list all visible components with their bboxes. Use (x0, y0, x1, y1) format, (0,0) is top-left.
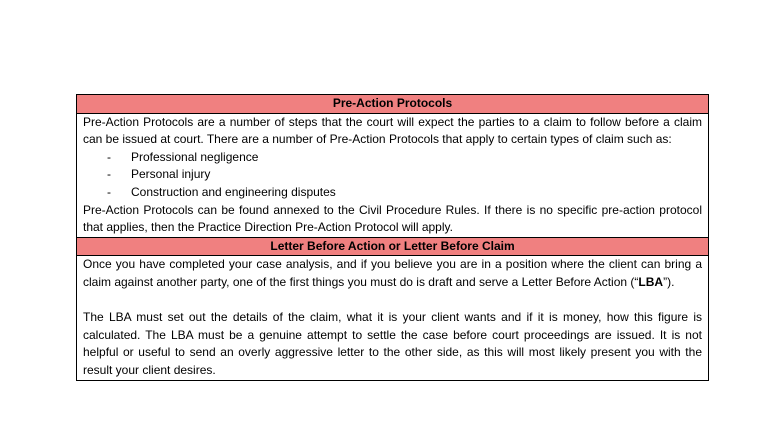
list-item-text: Professional negligence (131, 149, 259, 164)
lba-requirements-paragraph: The LBA must set out the details of the claim, what it is your client wants and if it is money, how this figure is calculated. The LBA must be a genuine attempt to settle the case before court proceedings are issued. It is not helpful or useful to send an overly aggressive letter to the other side, as this will most likely present you with the result your client desires. (83, 310, 702, 377)
lba-abbreviation: LBA (638, 274, 664, 289)
bullet-dash: - (107, 149, 111, 164)
list-item-text: Personal injury (131, 167, 211, 182)
paragraph-spacer (83, 292, 702, 310)
list-item (83, 149, 702, 167)
bullet-dash: - (107, 184, 111, 199)
lba-intro-text: Once you have completed your case analysis, and if you believe you are in a position where the client can bring a claim against another party, one of the first things you must do is draft and serve a Letter Before Action (“ (83, 257, 702, 289)
lba-intro-paragraph (83, 256, 702, 291)
section-body-row (77, 256, 709, 380)
section-body-letter-before-action (77, 256, 709, 380)
claim-types-list (83, 149, 702, 202)
section-body-row (77, 113, 709, 237)
section-heading-pre-action-protocols: Pre-Action Protocols (77, 95, 709, 114)
list-item-text: Construction and engineering disputes (131, 184, 336, 199)
bullet-dash: - (107, 167, 111, 182)
section-body-pre-action-protocols (77, 113, 709, 237)
section-header-row (77, 237, 709, 256)
content-table (76, 94, 709, 381)
section-header-row (77, 95, 709, 114)
list-item (83, 166, 702, 184)
section-heading-letter-before-action: Letter Before Action or Letter Before Claim (77, 237, 709, 256)
list-item (83, 184, 702, 202)
lba-intro-end: ”). (663, 274, 675, 289)
intro-paragraph: Pre-Action Protocols are a number of steps that the court will expect the parties to a claim to follow before a claim can be issued at court. There are a number of Pre-Action Protocols that apply to certain types of claim such as: (83, 114, 702, 147)
closing-paragraph: Pre-Action Protocols can be found annexed to the Civil Procedure Rules. If there is no specific pre-action protocol that applies, then the Practice Direction Pre-Action Protocol will apply. (83, 202, 702, 235)
